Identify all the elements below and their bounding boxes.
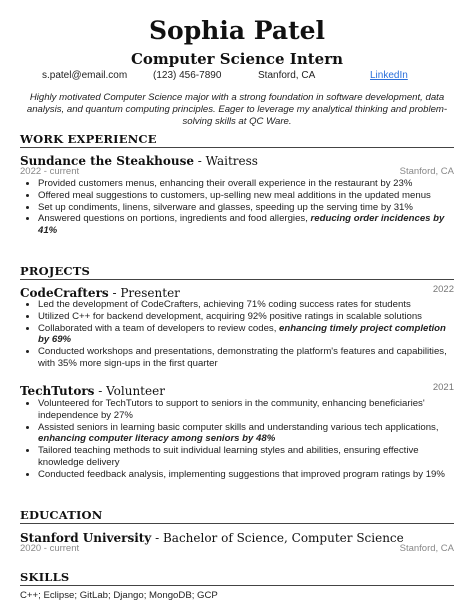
section-divider [20, 523, 454, 524]
work-position: Waitress [205, 154, 258, 168]
list-item: • Led the development of CodeCrafters, achieving 71% coding success rates for students [38, 299, 458, 311]
list-item: • Tailored teaching methods to suit individual learning styles and abilities, ensuring effective knowledge delivery [38, 445, 458, 469]
separator: - [94, 384, 107, 398]
project-bullets [25, 299, 458, 370]
project-bullets [25, 398, 458, 481]
section-divider [20, 585, 454, 586]
list-item: • Assisted seniors in learning basic computer skills and understanding various tech applications, enhancing computer literacy among seniors by 48% [38, 422, 458, 446]
section-title-education: EDUCATION [20, 508, 103, 522]
project-entry-header [20, 380, 454, 396]
section-divider [20, 279, 454, 280]
education-location: Stanford, CA [399, 543, 454, 554]
work-dates: 2022 - current [20, 166, 80, 177]
work-org: Sundance the Steakhouse [20, 154, 194, 168]
linkedin-link[interactable]: LinkedIn [370, 70, 408, 81]
list-item: • Answered questions on portions, ingredients and food allergies, reducing order incidences by 41% [38, 213, 458, 237]
project-position: Volunteer [106, 384, 165, 398]
list-item: • Set up condiments, linens, silverware and glasses, speeding up the serving time by 31% [38, 202, 458, 214]
contact-location: Stanford, CA [258, 70, 316, 81]
work-location: Stanford, CA [399, 166, 454, 177]
list-item: • Volunteered for TechTutors to support to seniors in the community, enhancing beneficiaries' independence by 27% [38, 398, 458, 422]
skills-list: C++; Eclipse; GitLab; Django; MongoDB; GCP [20, 590, 218, 601]
list-item: • Conducted feedback analysis, implementing suggestions that improved program ratings by 19% [38, 469, 458, 481]
list-item: • Utilized C++ for backend development, acquiring 92% positive ratings in scalable solutions [38, 311, 458, 323]
education-degree: Bachelor of Science, Computer Science [162, 531, 404, 545]
education-entry-header [20, 527, 454, 543]
section-title-projects: PROJECTS [20, 264, 91, 278]
project-entry-header [20, 282, 454, 298]
summary: Highly motivated Computer Science major with a strong foundation in software development, data analysis, and quantum computing principles. Eager to leverage my analytical thinking and problem-solving skills at QC Ware. [26, 92, 448, 127]
work-entry-header [20, 150, 454, 166]
project-position: Presenter [120, 286, 180, 300]
project-year: 2022 [432, 284, 454, 295]
section-title-skills: SKILLS [20, 570, 70, 584]
list-item: • Provided customers menus, enhancing their overall experience in the restaurant by 23% [38, 178, 458, 190]
education-dates: 2020 - current [20, 543, 80, 554]
separator: - [151, 531, 163, 545]
project-org: CodeCrafters [20, 286, 109, 300]
project-org: TechTutors [20, 384, 95, 398]
education-school: Stanford University [20, 531, 152, 545]
list-item: • Conducted workshops and presentations, demonstrating the platform's features and capabilities, with 35% more sign-ups in the first quarter [38, 346, 458, 370]
list-item: • Offered meal suggestions to customers, up-selling new meal additions in the updated menus [38, 190, 458, 202]
candidate-name: Sophia Patel [148, 16, 326, 45]
education-meta [20, 543, 454, 554]
contact-phone: (123) 456-7890 [153, 70, 222, 81]
list-item: • Collaborated with a team of developers to review codes, enhancing timely project completion by 69% [38, 323, 458, 347]
project-year: 2021 [432, 382, 454, 393]
separator: - [108, 286, 121, 300]
separator: - [193, 154, 206, 168]
contact-email[interactable]: s.patel@email.com [42, 70, 128, 81]
work-meta [20, 166, 454, 177]
section-title-work: WORK EXPERIENCE [20, 132, 157, 146]
candidate-title: Computer Science Intern [130, 50, 344, 68]
work-bullets [25, 178, 458, 237]
section-divider [20, 147, 454, 148]
